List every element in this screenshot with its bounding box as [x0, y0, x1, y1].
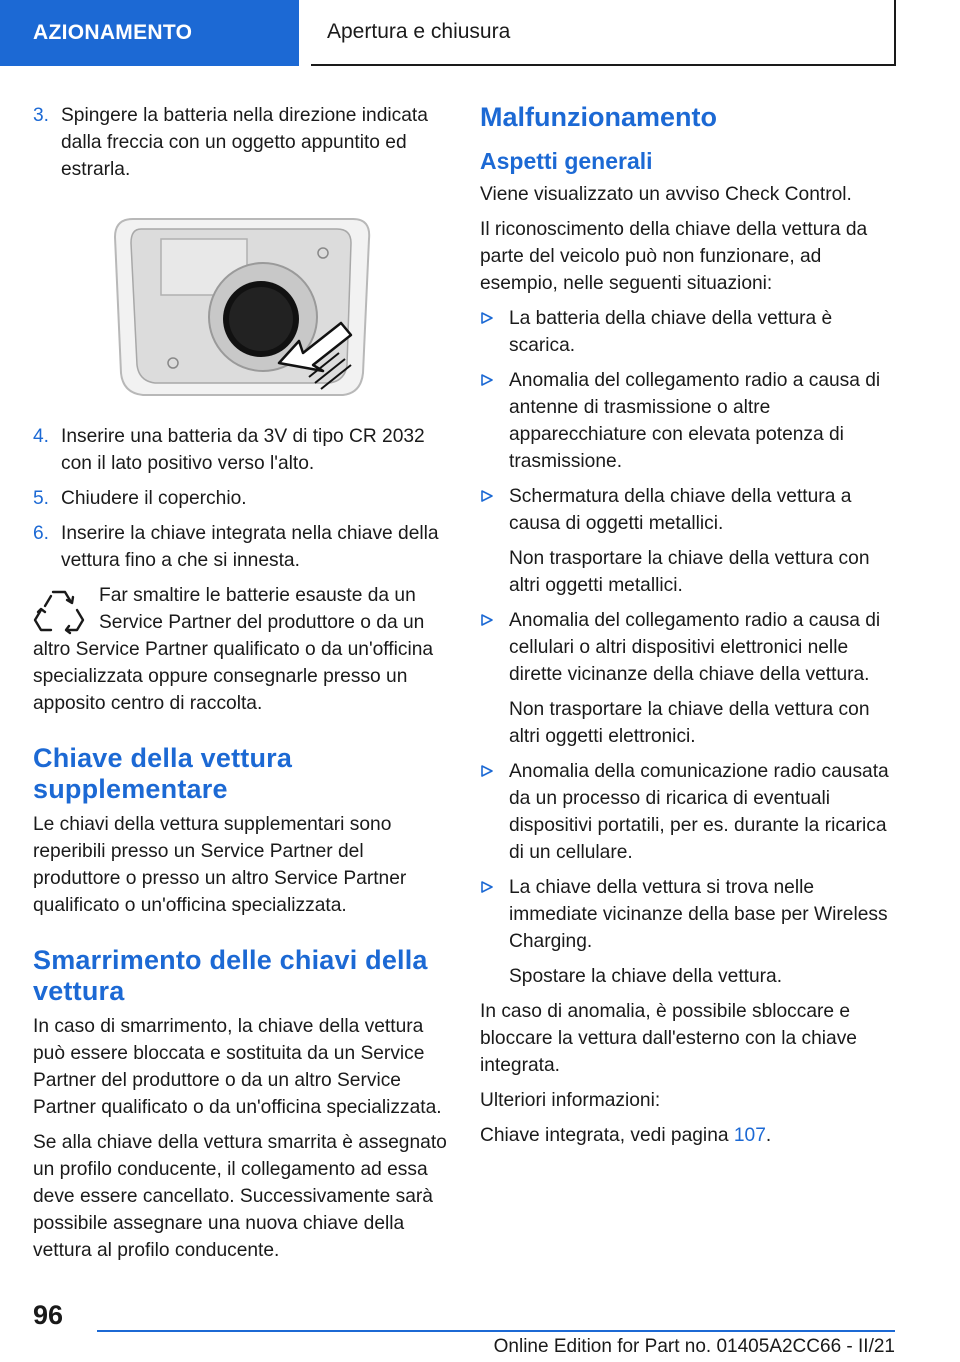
right-column [480, 102, 898, 1157]
paragraph: In caso di smarrimento, la chiave della vettura può essere bloccata e sostituita da un Service Partner del produttore o da un altro Service Partner qualificato o da un'officina specializzata. [33, 1016, 442, 1118]
bullet-item [480, 305, 898, 359]
cross-reference-suffix: . [765, 1125, 772, 1146]
bullet-text: Schermatura della chiave della vettura a causa di oggetti metallici. [509, 486, 852, 534]
recycle-icon [33, 584, 85, 636]
paragraph: Viene visualizzato un avviso Check Control. [480, 184, 852, 205]
header-chapter-title: Apertura e chiusura [311, 0, 896, 66]
key-battery-illustration [113, 213, 373, 399]
page-number: 96 [33, 1300, 64, 1330]
step-text: Inserire la chiave integrata nella chiave della vettura fino a che si innesta. [61, 523, 439, 571]
footer-edition: Online Edition for Part no. 01405A2CC66 - II/21 [493, 1336, 895, 1357]
bullet-text: La batteria della chiave della vettura è scarica. [509, 308, 833, 356]
triangle-bullet-icon [480, 311, 494, 325]
bullet-text: Anomalia del collegamento radio a causa di cellulari o altri dispositivi elettronici nelle dirette vicinanze della chiave della vettura. [509, 610, 881, 685]
header-section-tab: AZIONAMENTO [0, 0, 299, 66]
steps-list-a [33, 102, 448, 183]
cross-reference-text: Chiave integrata, vedi pagina [480, 1125, 734, 1146]
step-number: 4. [33, 426, 50, 447]
triangle-bullet-icon [480, 373, 494, 387]
section-heading-malfunction: Malfunzionamento [480, 102, 717, 132]
bullet-subtext: Non trasportare la chiave della vettura con altri oggetti metallici. [509, 548, 870, 596]
bullet-item [480, 758, 898, 866]
bullet-subtext: Spostare la chiave della vettura. [509, 966, 783, 987]
step-number: 5. [33, 488, 50, 509]
bullet-item [480, 874, 898, 955]
step-text: Spingere la batteria nella direzione indicata dalla freccia con un oggetto appuntito ed estrarla. [61, 105, 428, 180]
triangle-bullet-icon [480, 613, 494, 627]
recycle-note-text: Far smaltire le batterie esauste da un Service Partner del produttore o da un altro Service Partner qualificato o da un'officina specializzata oppure consegnarle presso un apposito centro di raccolta. [33, 585, 434, 714]
step-item [33, 485, 448, 512]
bullet-text: Anomalia del collegamento radio a causa di antenne di trasmissione o altre apparecchiature con elevata potenza di trasmissione. [509, 370, 881, 472]
triangle-bullet-icon [480, 764, 494, 778]
step-item [33, 520, 448, 574]
step-item [33, 423, 448, 477]
paragraph: Se alla chiave della vettura smarrita è assegnato un profilo conducente, il collegamento ad essa deve essere cancellato. Successivamente sarà possibile assegnare una nuova chiave della vettura al profilo conducente. [33, 1132, 447, 1261]
step-number: 6. [33, 523, 50, 544]
page-link[interactable]: 107 [733, 1125, 766, 1146]
paragraph: In caso di anomalia, è possibile sbloccare e bloccare la vettura dall'esterno con la chiave integrata. [480, 1001, 857, 1076]
subheading-general: Aspetti generali [480, 148, 653, 174]
left-column [33, 102, 448, 1272]
bullet-item [480, 607, 898, 688]
triangle-bullet-icon [480, 880, 494, 894]
bullet-text: Anomalia della comunicazione radio causata da un processo di ricarica di eventuali dispositivi portatili, per es. durante la ricarica di un cellulare. [509, 761, 889, 863]
step-item [33, 102, 448, 183]
bullet-text: La chiave della vettura si trova nelle immediate vicinanze della base per Wireless Charging. [509, 877, 888, 952]
paragraph: Il riconoscimento della chiave della vettura da parte del veicolo può non funzionare, ad esempio, nelle seguenti situazioni: [480, 219, 868, 294]
malfunction-outro [480, 998, 898, 1114]
triangle-bullet-icon [480, 489, 494, 503]
malfunction-intro [480, 181, 898, 297]
paragraph: Ulteriori informazioni: [480, 1090, 661, 1111]
step-text: Inserire una batteria da 3V di tipo CR 2032 con il lato positivo verso l'alto. [61, 426, 425, 474]
recycle-note [33, 582, 448, 717]
steps-list-b [33, 423, 448, 574]
footer-rule [97, 1330, 895, 1332]
bullet-item [480, 367, 898, 475]
section-heading-lost-keys: Smarrimento delle chiavi della vettura [33, 945, 428, 1006]
section-heading-spare-key: Chiave della vettura supplementare [33, 743, 293, 804]
bullet-item [480, 483, 898, 537]
bullet-subtext: Non trasportare la chiave della vettura con altri oggetti elettronici. [509, 699, 870, 747]
paragraph: Le chiavi della vettura supplementari sono reperibili presso un Service Partner del produttore o presso un altro Service Partner qualificato o un'officina specializzata. [33, 814, 407, 916]
step-text: Chiudere il coperchio. [61, 488, 247, 509]
cross-reference [480, 1122, 898, 1149]
malfunction-bullet-list [480, 305, 898, 990]
section-spare-key-body [33, 811, 448, 919]
section-lost-keys-body [33, 1013, 448, 1264]
step-number: 3. [33, 105, 50, 126]
